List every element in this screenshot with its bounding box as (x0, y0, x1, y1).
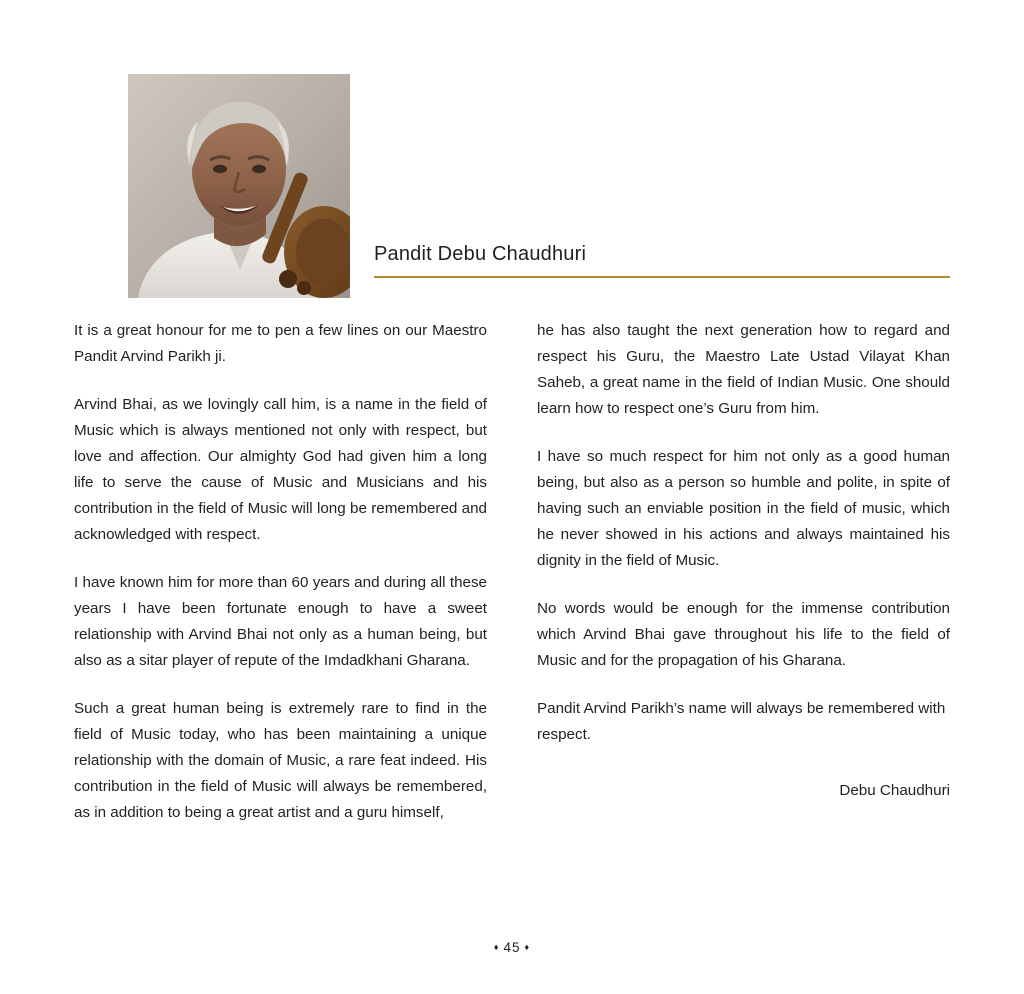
portrait-photo (128, 74, 350, 298)
ornament-right-icon: ♦ (524, 942, 531, 952)
page-footer (0, 940, 1024, 955)
paragraph: Pandit Arvind Parikh’s name will always be remembered with respect. (537, 700, 946, 743)
article-body (74, 318, 950, 826)
gold-divider (374, 276, 950, 278)
ornament-left-icon: ♦ (493, 942, 500, 952)
portrait-image (128, 74, 350, 298)
article-header (74, 74, 950, 298)
paragraph: I have so much respect for him not only as a good human being, but also as a person so humble and polite, in spite of having such an enviable position in the field of music, which he never showed in his actions and always maintained his dignity in the field of Music. (537, 448, 950, 569)
paragraph: Arvind Bhai, as we lovingly call him, is a name in the field of Music which is always mentioned not only with respect, but love and affection. Our almighty God had given him a long life to serve the cause of Music and Musicians and his contribution in the field of Music will long be remembered and acknowledged with respect. (74, 396, 487, 543)
paragraph: Such a great human being is extremely rare to find in the field of Music today, who has been maintaining a unique relationship with the domain of Music, a rare feat indeed. His contribution in the field of Music will always be remembered, as in addition to being a great artist and a guru himself, (74, 700, 487, 821)
right-column (537, 318, 950, 826)
author-name: Pandit Debu Chaudhuri (374, 243, 587, 265)
paragraph: I have known him for more than 60 years and during all these years I have been fortunate enough to have a sweet relationship with Arvind Bhai not only as a human being, but also as a sitar player of repute of the Imdadkhani Gharana. (74, 574, 487, 669)
paragraph: No words would be enough for the immense contribution which Arvind Bhai gave throughout his life to the field of Music and for the propagation of his Gharana. (537, 600, 950, 669)
author-name-block (374, 74, 950, 298)
paragraph: he has also taught the next generation how to regard and respect his Guru, the Maestro Late Ustad Vilayat Khan Saheb, a great name in the field of Indian Music. One should learn how to respect one’s Guru from him. (537, 322, 950, 417)
left-column (74, 318, 487, 826)
paragraph: It is a great honour for me to pen a few lines on our Maestro Pandit Arvind Parikh ji. (74, 322, 487, 365)
signature: Debu Chaudhuri (839, 782, 950, 799)
page-number: 45 (503, 940, 521, 955)
